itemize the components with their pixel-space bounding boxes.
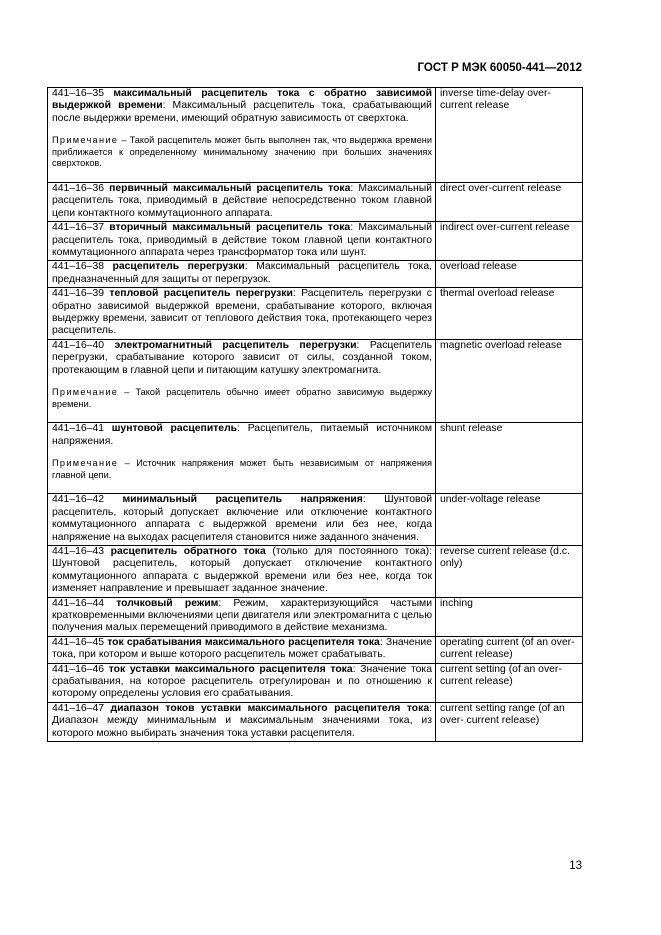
term-row	[48, 636, 583, 663]
term-number: 441–16–37	[52, 222, 105, 234]
term-definition-cell	[48, 88, 436, 183]
term-definition-cell	[48, 261, 436, 288]
english-equivalent: reverse current release (d.c. only)	[436, 545, 583, 597]
english-equivalent: thermal overload release	[436, 288, 583, 340]
english-equivalent: current setting (of an over-current release)	[436, 663, 583, 702]
english-equivalent: operating current (of an over-current release)	[436, 636, 583, 663]
term-number: 441–16–47	[52, 702, 105, 714]
document-code-header: ГОСТ Р МЭК 60050-441—2012	[417, 62, 582, 74]
term-number: 441–16–38	[52, 261, 105, 273]
term-number: 441–16–46	[52, 663, 105, 675]
english-equivalent: magnetic overload release	[436, 339, 583, 422]
note-label: Примечание	[52, 458, 119, 469]
term-number: 441–16–35	[52, 88, 105, 99]
term-row	[48, 702, 583, 741]
term-definition-cell	[48, 288, 436, 340]
terms-table-body	[48, 88, 583, 742]
term-definition-text: : Расцепитель перегрузки с обратно зависимой выдержкой времени, срабатывание которого, включая выдержку времени, зависит от теплового действия тока, протекающего через расцепитель.	[52, 288, 433, 337]
english-equivalent: overload release	[436, 261, 583, 288]
term-row	[48, 494, 583, 546]
term-note	[52, 387, 432, 410]
term-name: толчковый режим	[116, 597, 219, 609]
term-row	[48, 88, 583, 183]
term-definition-text: : Шунтовой расцепитель, который допускает включение или отключение контактного коммутационного аппарата с выдержкой времени или без нее, когда напряжение на выходах расцепителя становится ниже заданного значения.	[52, 494, 433, 543]
term-definition-text: : Значение тока, при котором и выше которого расцепитель может срабатывать.	[52, 636, 432, 661]
term-row	[48, 222, 583, 261]
term-definition-cell	[48, 702, 436, 741]
term-definition-text: : Максимальный расцепитель тока, предназначенный для защиты от перегрузок.	[52, 261, 432, 285]
term-name: тепловой расцепитель перегрузки	[109, 288, 293, 300]
term-definition-text: : Максимальный расцепитель тока, приводимый в действие непосредственно током главной цепи контактного коммутационного аппарата.	[52, 183, 433, 219]
english-equivalent: indirect over-current release	[436, 222, 583, 261]
term-number: 441–16–39	[52, 288, 105, 300]
term-number: 441–16–45	[52, 636, 105, 648]
term-definition-cell	[48, 597, 436, 636]
term-number: 441–16–42	[52, 494, 105, 506]
terms-table	[47, 87, 583, 742]
term-row	[48, 288, 583, 340]
term-definition-text: (только для постоянного тока): Шунтовой расцепитель, который допускает отключение контактного коммутационного аппарата с выдержкой времени или без нее, когда ток изменяет направление и превышает заданное значение.	[52, 545, 432, 595]
term-definition-cell	[48, 339, 436, 422]
english-equivalent: direct over-current release	[436, 183, 583, 222]
term-number: 441–16–40	[52, 339, 105, 351]
term-name: минимальный расцепитель напряжения	[122, 494, 363, 506]
term-name: диапазон токов уставки максимального расцепителя тока	[110, 702, 430, 714]
term-number: 441–16–41	[52, 423, 105, 435]
term-name: вторичный максимальный расцепитель тока	[109, 222, 351, 234]
english-equivalent: current setting range (of an over- current release)	[436, 702, 583, 741]
term-definition-cell	[48, 636, 436, 663]
term-name: расцепитель перегрузки	[112, 261, 245, 273]
term-definition-cell	[48, 663, 436, 702]
term-number: 441–16–36	[52, 183, 105, 194]
term-note	[52, 135, 432, 170]
term-row	[48, 423, 583, 494]
term-definition-cell	[48, 423, 436, 494]
term-definition-text: : Режим, характеризующийся частыми кратковременными включениями цепи двигателя или электромагнита с целью получения малых перемещений приводимого в действие механизма.	[52, 597, 432, 634]
term-definition-cell	[48, 494, 436, 546]
english-equivalent: inching	[436, 597, 583, 636]
term-definition-cell	[48, 545, 436, 597]
term-definition-text: : Диапазон между минимальным и максимальным значениями тока, из которого можно выбирать значения тока уставки расцепителя.	[52, 702, 432, 739]
term-definition-cell	[48, 183, 436, 222]
term-number: 441–16–44	[52, 597, 105, 609]
term-name: расцепитель обратного тока	[110, 545, 266, 557]
term-note	[52, 458, 432, 481]
note-label: Примечание	[52, 387, 119, 398]
term-definition-text: : Расцепитель, питаемый источником напряжения.	[52, 423, 432, 447]
term-number: 441–16–43	[52, 545, 105, 557]
term-definition-text: : Максимальный расцепитель тока, срабатывающий после выдержки времени, имеющий обратную зависимость от сверхтока.	[52, 100, 432, 124]
term-definition-text: : Расцепитель перегрузки, срабатывание которого зависит от силы, созданной током, протекающим в главной цепи и питающим катушку электромагнита.	[52, 339, 432, 376]
term-name: ток уставки максимального расцепителя тока	[108, 663, 353, 675]
term-row	[48, 339, 583, 422]
term-row	[48, 261, 583, 288]
english-equivalent: inverse time-delay over-current release	[436, 88, 583, 183]
term-row	[48, 183, 583, 222]
english-equivalent: shunt release	[436, 423, 583, 494]
term-name: электромагнитный расцепитель перегрузки	[114, 339, 357, 351]
term-name: первичный максимальный расцепитель тока	[109, 183, 351, 194]
term-name: шунтовой расцепитель	[111, 423, 238, 435]
note-text: – Такой расцепитель может быть выполнен так, что выдержка времени приближается к определенному минимальному значению при больших значениях сверхтоков.	[52, 135, 432, 169]
term-row	[48, 545, 583, 597]
english-equivalent: under-voltage release	[436, 494, 583, 546]
note-text: – Источник напряжения может быть независимым от напряжения главной цепи.	[52, 458, 432, 480]
term-name: ток срабатывания максимального расцепителя тока	[107, 636, 380, 648]
term-definition-cell	[48, 222, 436, 261]
note-label: Примечание	[52, 135, 119, 146]
term-row	[48, 597, 583, 636]
term-row	[48, 663, 583, 702]
note-text: – Такой расцепитель обычно имеет обратно зависимую выдержку времени.	[52, 387, 432, 409]
term-definition-text: : Значение тока срабатывания, на которое расцепитель отрегулирован и по отношению к которому определены условия его срабатывания.	[52, 663, 432, 700]
term-name: максимальный расцепитель тока с обратно зависимой выдержкой времени	[52, 88, 432, 112]
page-number: 13	[569, 860, 582, 872]
term-definition-text: : Максимальный расцепитель тока, приводимый в действие током главной цепи контактного коммутационного аппарата через трансформатор тока или шунт.	[52, 222, 432, 259]
